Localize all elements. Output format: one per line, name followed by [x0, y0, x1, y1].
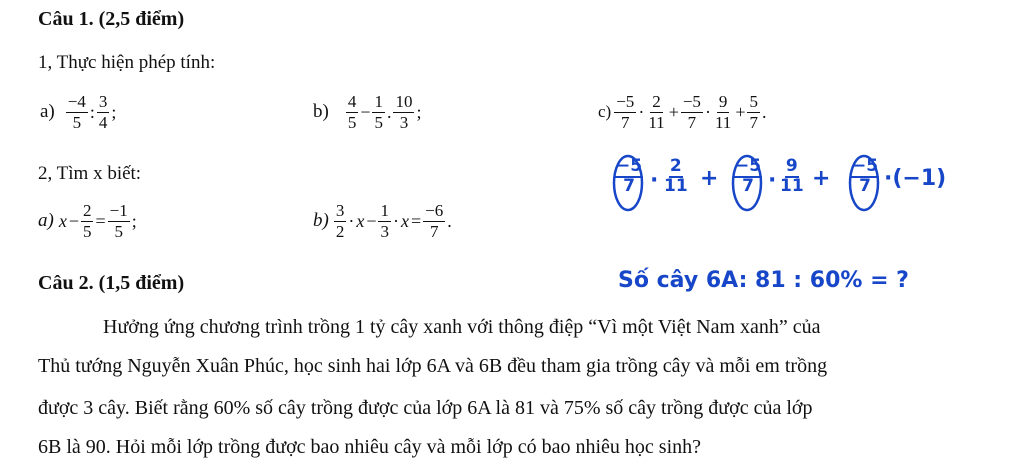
handwritten-tail: ·(−1)	[884, 166, 947, 191]
handwritten-fraction	[664, 158, 688, 196]
denominator: 11	[714, 112, 732, 132]
numerator: 9	[785, 156, 798, 176]
question-2-line-2: Thủ tướng Nguyễn Xuân Phúc, học sinh hai lớp 6A và 6B đều tham gia trồng cây và mỗi em trồng	[38, 355, 828, 377]
question-2-title: Câu 2. (1,5 điểm)	[38, 272, 185, 294]
handwritten-plus: +	[812, 166, 831, 191]
variable-x: x	[356, 210, 365, 231]
fraction	[108, 201, 130, 241]
dot-operator: ·	[392, 210, 399, 231]
handwritten-fraction	[734, 158, 762, 196]
numerator: 1	[380, 201, 389, 220]
question-2-line-3: được 3 cây. Biết rằng 60% số cây trồng được của lớp 6A là 81 và 75% số cây trồng được của lớp	[38, 397, 813, 419]
exercise-1a-label: a)	[40, 101, 55, 123]
minus-operator: −	[68, 210, 79, 231]
fraction	[378, 201, 391, 241]
dot-operator: ·	[348, 210, 355, 231]
numerator: 2	[82, 201, 92, 220]
exercise-2b	[313, 201, 453, 241]
exercise-1b-label: b)	[313, 101, 329, 123]
fraction	[713, 92, 733, 132]
numerator: 2	[669, 156, 682, 176]
denominator: 5	[347, 112, 357, 132]
denominator: 11	[780, 175, 804, 196]
semicolon: ;	[131, 210, 137, 231]
divide-operator: :	[89, 101, 95, 122]
fraction	[423, 201, 445, 241]
numerator: −1	[109, 201, 128, 220]
minus-operator: −	[360, 101, 371, 122]
equals-sign: =	[95, 210, 106, 231]
handwritten-dot: ·	[768, 168, 777, 193]
period: .	[447, 210, 452, 231]
numerator: 4	[347, 92, 357, 111]
handwritten-note: Số cây 6A: 81 : 60% = ?	[618, 268, 909, 293]
handwritten-fraction	[851, 158, 879, 196]
numerator: −6	[425, 201, 444, 220]
denominator: 11	[664, 175, 688, 196]
numerator: 10	[395, 92, 413, 111]
semicolon: ;	[111, 101, 117, 122]
denominator: 7	[749, 112, 758, 132]
semicolon: ;	[416, 101, 422, 122]
fraction	[346, 92, 359, 132]
exercise-1a	[40, 92, 117, 132]
numerator: 3	[335, 201, 345, 220]
part-2-heading: 2, Tìm x biết:	[38, 163, 142, 184]
dot-operator: ·	[704, 101, 711, 122]
plus-operator: +	[735, 101, 746, 122]
minus-operator: −	[366, 210, 377, 231]
denominator: 5	[374, 112, 383, 132]
fraction	[81, 201, 94, 241]
fraction	[97, 92, 110, 132]
fraction	[66, 92, 88, 132]
period: .	[761, 101, 767, 122]
equals-sign: =	[410, 210, 422, 231]
handwritten-plus: +	[700, 166, 719, 191]
denominator: 4	[98, 112, 108, 132]
numerator: −5	[616, 92, 635, 111]
numerator: −4	[67, 92, 86, 111]
question-2-line-1: Hưởng ứng chương trình trồng 1 tỷ cây xanh với thông điệp “Vì một Việt Nam xanh” của	[103, 316, 821, 338]
handwritten-fraction	[780, 158, 804, 196]
fraction	[372, 92, 385, 132]
denominator: 5	[114, 221, 123, 241]
denominator: 2	[335, 221, 345, 241]
exercise-2a	[38, 201, 138, 241]
fraction	[614, 92, 636, 132]
exercise-2a-label: a)	[38, 210, 54, 232]
handwritten-fraction	[615, 158, 643, 196]
handwritten-dot: ·	[650, 168, 659, 193]
dot-operator: .	[386, 101, 392, 122]
denominator: 7	[429, 221, 439, 241]
variable-x: x	[400, 210, 409, 231]
numerator: −5	[852, 156, 879, 176]
fraction	[334, 201, 347, 241]
fraction	[747, 92, 760, 132]
numerator: −5	[616, 156, 643, 176]
numerator: 1	[374, 92, 383, 111]
denominator: 5	[72, 112, 82, 132]
numerator: −5	[682, 92, 701, 111]
plus-operator: +	[668, 101, 679, 122]
exercise-1c-label: c)	[598, 102, 612, 122]
exercise-1b	[313, 92, 423, 132]
denominator: 11	[648, 112, 665, 132]
denominator: 7	[621, 112, 630, 132]
variable-x: x	[58, 210, 67, 231]
numerator: 2	[652, 92, 661, 111]
exercise-2b-label: b)	[313, 210, 329, 232]
numerator: −5	[735, 156, 762, 176]
denominator: 3	[380, 221, 389, 241]
fraction	[681, 92, 703, 132]
part-1-heading: 1, Thực hiện phép tính:	[38, 52, 216, 73]
numerator: 3	[98, 92, 108, 111]
fraction	[393, 92, 414, 132]
denominator: 7	[623, 175, 635, 196]
dot-operator: ·	[638, 101, 645, 122]
exercise-1c	[598, 92, 767, 132]
numerator: 5	[749, 92, 758, 111]
denominator: 7	[742, 175, 754, 196]
denominator: 3	[399, 112, 409, 132]
numerator: 9	[718, 92, 728, 111]
question-2-line-4: 6B là 90. Hỏi mỗi lớp trồng được bao nhiêu cây và mỗi lớp có bao nhiêu học sinh?	[38, 436, 701, 458]
question-1-title: Câu 1. (2,5 điểm)	[38, 8, 185, 30]
denominator: 5	[82, 221, 92, 241]
denominator: 7	[687, 112, 697, 132]
denominator: 7	[859, 175, 871, 196]
fraction	[646, 92, 666, 132]
